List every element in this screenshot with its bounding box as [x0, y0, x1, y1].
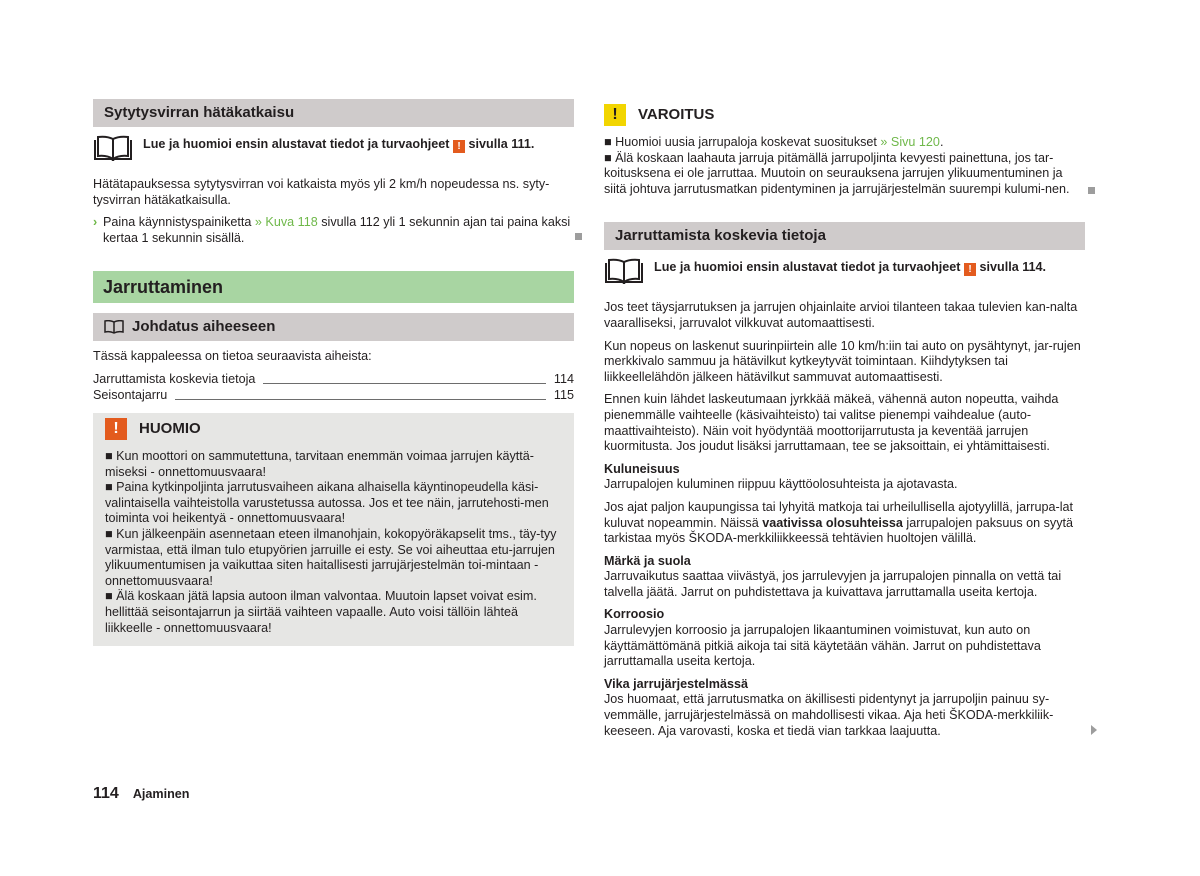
safety-note-page: sivulla 111.: [468, 137, 535, 151]
section-end-marker: [575, 233, 582, 240]
caution-item: ■ Kun moottori on sammutettuna, tarvitaan enemmän voimaa jarrujen käyttä-miseksi - onnettomuusvaara!: [105, 448, 535, 479]
instruction-text: Paina käynnistyspainiketta: [103, 215, 252, 230]
caution-item: ■ Älä koskaan jätä lapsia autoon ilman valvontaa. Muutoin lapset voivat esim. hellittää seisontajarrun ja siirtää vaihteen vapaalle. Auto voisi tällöin lähteä liikkeelle - onnettomuusvaara!: [105, 589, 537, 635]
subheading-fault: Vika jarrujärjestelmässä: [604, 676, 748, 691]
exclamation-icon: !: [604, 104, 626, 126]
toc-list: [93, 372, 574, 404]
section-title-braking-info: Jarruttamista koskevia tietoja: [604, 222, 1085, 250]
safety-note-text: Lue ja huomioi ensin alustavat tiedot ja turvaohjeet: [143, 137, 450, 151]
page-number: 114: [93, 785, 119, 802]
paragraph: Kun nopeus on laskenut suurinpiirtein alle 10 km/h:iin tai auto on pysähtynyt, jar-rujen merkkivalo sammuu ja hätävilkut kytkeytyvät toimintaan. Kiihdytyksen tai liikkeellelähdön jälkeen hätävilkut sammuvat automaattisesti.: [604, 338, 1081, 384]
toc-row[interactable]: [93, 372, 574, 388]
paragraph: Jos ajat paljon kaupungissa tai lyhyitä matkoja tai urheilullisella ajotyylillä, jarrupa-lat kuluvat nopeammin. Näissä vaativissa olosuhteissa jarrupalojen paksuus on syytä tarkistaa myös ŠKODA-merkkiliikkeessä tehtävien huoltojen välillä.: [604, 499, 1074, 546]
toc-label: Seisontajarru: [93, 388, 168, 403]
figure-link[interactable]: » Kuva 118: [254, 215, 318, 230]
intro-title: Johdatus aiheeseen: [132, 318, 276, 336]
bullet-square-icon: ■: [105, 526, 117, 541]
safety-note-text: Lue ja huomioi ensin alustavat tiedot ja turvaohjeet: [654, 260, 961, 275]
caution-item: ■ Kun jälkeenpäin asennetaan eteen ilmanohjain, kokopyöräkapselit tms., täy-tyy varmistaa, että ilman tulo etupyörien jarruille ei esty. Se voi aiheuttaa etu-jarrujen ylikuumentumisen ja vaikuttaa siten haitallisesti jarrujärjestelmän toi-mintaan - onnettomuusvaara!: [105, 526, 557, 588]
caution-title: HUOMIO: [139, 420, 201, 438]
instruction-item: [93, 215, 574, 246]
safety-note: [604, 258, 1085, 284]
continue-arrow-icon: [1091, 725, 1097, 735]
paragraph: Ennen kuin lähdet laskeutumaan jyrkkää mäkeä, vähennä auton nopeutta, vaihda pienemmälle vaihteelle (käsivaihteisto) tai valitse pienempi vaihdealue (auto-maattivaihteisto). Näin voit hyödyntää moottorijarrutusta ja keventää jarrujen kuormitusta. Jos joudut lisäksi jarruttamaan, tee se jaksoittain, ei yhtämittaisesti.: [604, 392, 1059, 454]
paragraph: Jarruvaikutus saattaa viivästyä, jos jarrulevyjen ja jarrupalojen pinnalla on vettä tai talvella jäätä. Jarrut on puhdistettava ja kuivattava jarruttamalla useita kertoja.: [604, 569, 1062, 599]
warning-exclamation-icon: !: [453, 140, 465, 153]
page-footer: [93, 786, 190, 803]
bullet-square-icon: ■: [604, 135, 616, 149]
book-icon: [604, 258, 644, 284]
paragraph: Jarrulevyjen korroosio ja jarrupalojen likaantuminen voimistuvat, kun auto on käyttämättömänä pitkiä aikoja tai sitä käytetään vähän. Jarrut on puhdistettava jarruttamalla useita kertoja.: [604, 623, 1041, 669]
paragraph: Jos teet täysjarrutuksen ja jarrujen ohjainlaite arvioi tilanteen takaa tulevien kan-nalta vaaralliseksi, jarruvalot vilkkuvat automaattisesti.: [604, 300, 1078, 330]
chapter-title: Jarruttaminen: [93, 271, 574, 303]
section-title-emergency-ignition: Sytytysvirran hätäkatkaisu: [93, 99, 574, 127]
paragraph: Jos huomaat, että jarrutusmatka on äkillisesti pidentynyt ja jarrupoljin painuu sy-vemmälle, jarrujärjestelmässä on mahdollisesti vikaa. Aja heti ŠKODA-merkkiliik-keeseen. Aja varovasti, koska et tiedä vian tarkkaa laajuutta.: [604, 692, 1085, 739]
emphasis-text: vaativissa olosuhteissa: [762, 515, 903, 530]
paragraph: Hätätapauksessa sytytysvirran voi katkaista myös yli 2 km/h nopeudessa ns. syty-tysvirran hätäkatkaisulla.: [93, 177, 550, 207]
caution-item: ■ Paina kytkinpoljinta jarrutusvaiheen aikana alhaisella käyntinopeudella käsi-valintaisella vaihteistolla varustetussa autossa. Jos et tee näin, jarrutehosti-men toiminta voi heikentyä - onnettomuusvaara!: [105, 480, 549, 526]
caution-box: [93, 413, 574, 646]
bullet-square-icon: ■: [105, 480, 117, 495]
subheading-wear: Kuluneisuus: [604, 461, 680, 476]
chapter-name: Ajaminen: [132, 787, 190, 801]
instruction-text: sivulla 112 yli 1 sekunnin ajan tai paina kaksi kertaa 1 sekunnin sisällä.: [103, 215, 571, 245]
bullet-square-icon: ■: [105, 448, 117, 463]
toc-row[interactable]: [93, 388, 574, 404]
paragraph: Jarrupalojen kuluminen riippuu käyttöolosuhteista ja ajotavasta.: [604, 477, 958, 492]
safety-note-page: sivulla 114.: [979, 260, 1047, 275]
left-column: [93, 99, 574, 646]
warning-title: VAROITUS: [638, 106, 715, 124]
intro-header: [93, 313, 574, 341]
warning-box: [604, 99, 1085, 197]
exclamation-icon: !: [105, 418, 127, 440]
intro-text: Tässä kappaleessa on tietoa seuraavista aiheista:: [93, 349, 372, 364]
caution-list: [105, 449, 562, 636]
warning-item: ■ Huomioi uusia jarrupaloja koskevat suositukset » Sivu 120.: [604, 135, 944, 149]
warning-exclamation-icon: !: [964, 263, 976, 276]
section-end-marker: [1088, 187, 1095, 194]
right-column: [604, 99, 1085, 739]
safety-note: [93, 135, 574, 161]
warning-list: [604, 135, 1085, 197]
toc-label: Jarruttamista koskevia tietoja: [93, 372, 256, 387]
page-link[interactable]: » Sivu 120: [880, 135, 940, 149]
warning-item: ■ Älä koskaan laahauta jarruja pitämällä jarrupoljinta kevyesti painettuna, jos tar-koitusksena ei ole jarruttaa. Muutoin on seurauksena jarrujen ylikuumentuminen ja siitä johtuva jarrutusmatkan pidentyminen ja jarrujärjestelmän suurempi kulumi-nen.: [604, 150, 1070, 196]
subheading-corrosion: Korroosio: [604, 607, 665, 622]
toc-page: 115: [553, 388, 574, 403]
book-icon: [93, 135, 133, 161]
book-icon: [104, 320, 124, 334]
bullet-square-icon: ■: [105, 589, 117, 604]
step-arrow-icon: ›: [93, 215, 98, 230]
toc-page: 114: [553, 372, 574, 387]
bullet-square-icon: ■: [604, 150, 616, 165]
subheading-wet: Märkä ja suola: [604, 553, 691, 568]
